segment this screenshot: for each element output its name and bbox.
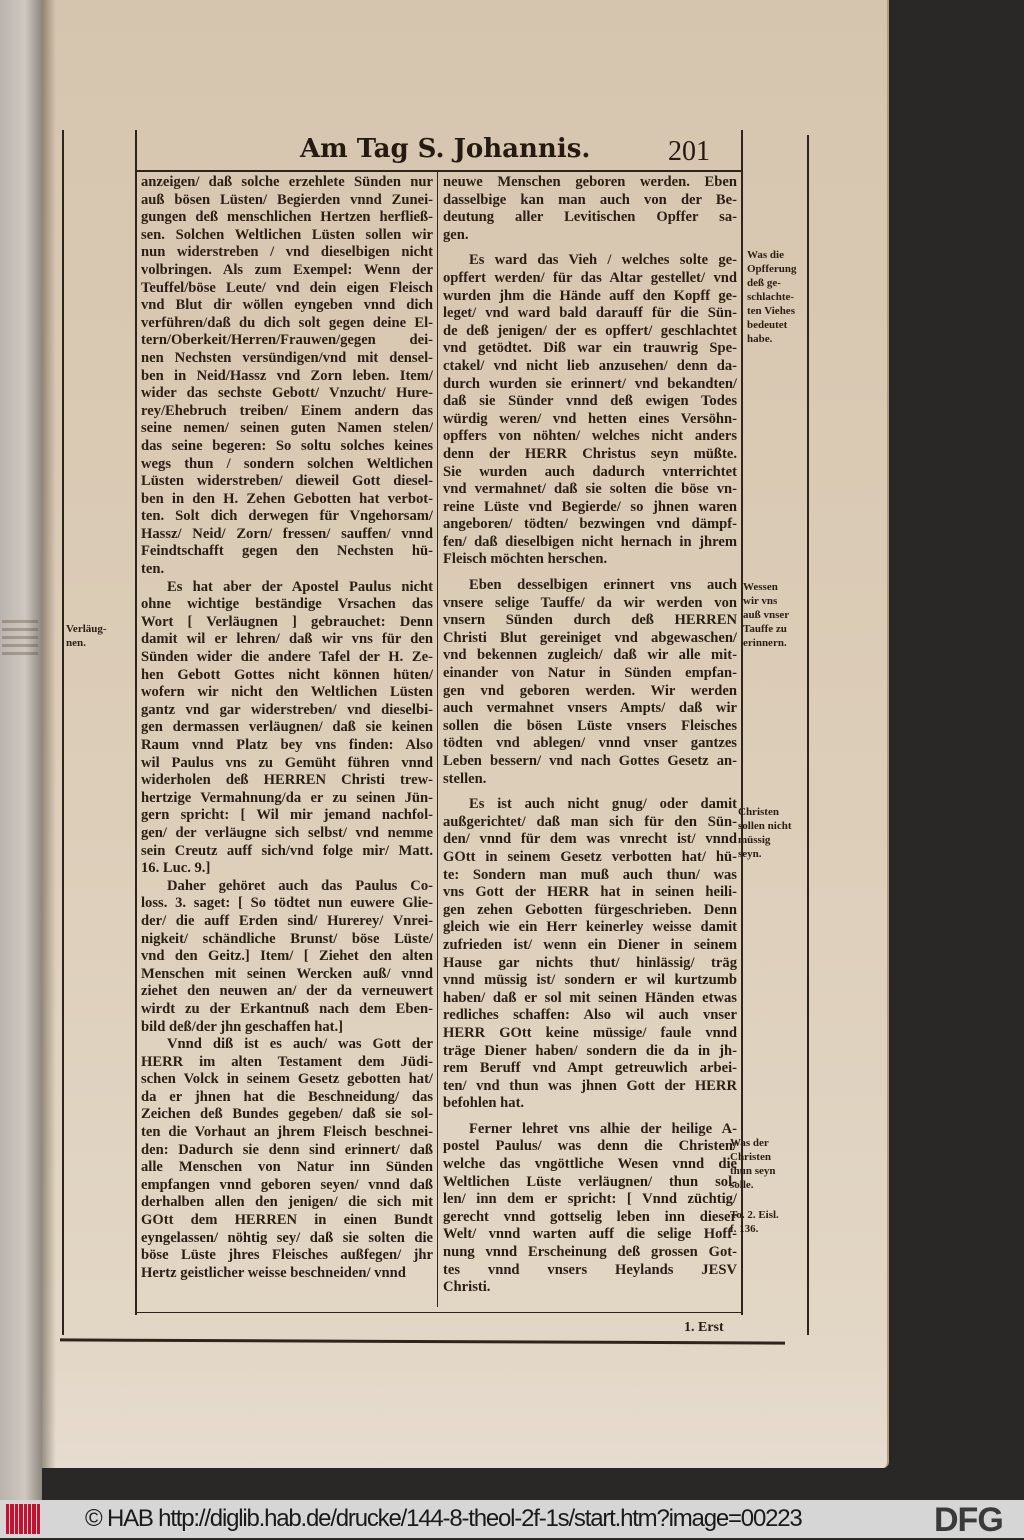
gutter-shadow [42, 0, 56, 1468]
text-line: te: Sondern man muß auch thun/ was [443, 866, 737, 883]
text-line: GOtt dem HERREN in einen Bundt [141, 1212, 433, 1229]
text-line: de deß jenigen/ der es opffert/ geschlachtet [443, 322, 737, 339]
margin-note-thun [730, 1136, 800, 1192]
text-line: Zeichen deß Bundes gegeben/ daß sie sol- [141, 1106, 433, 1123]
margin-note-reference [730, 1208, 800, 1236]
column-divider [437, 172, 438, 1307]
text-line: wegs thun / sondern solchen Weltlichen [141, 455, 433, 472]
text-line: ben in Neid/Hassz vnd Zorn leben. Item/ [141, 367, 433, 384]
text-line: hertzige Vermahnung/da er zu seinen Jün- [141, 789, 433, 806]
text-line: wider das sechste Gebott/ Vnzucht/ Hure- [141, 385, 433, 402]
text-line: leget/ vnd ward bald darauff für die Sün- [443, 305, 737, 322]
text-line: Hassz/ Neid/ Zorn/ fressen/ sauffen/ vnnd [141, 525, 433, 542]
text-line: widerholen deß HERREN Christi trew- [141, 772, 433, 789]
text-line: seine nemen/ seinen guten Namen stelen/ [141, 420, 433, 437]
text-line: ten. [141, 561, 165, 578]
text-line: das seine begeren: So soltu solches keines [141, 437, 433, 454]
copyright-url[interactable]: © HAB http://diglib.hab.de/drucke/144-8-theol-2f-1s/start.htm?image=00223 [85, 1505, 802, 1532]
margin-note-line: wir vns [743, 595, 778, 607]
text-line: Vnnd diß ist es auch/ was Gott der [167, 1036, 433, 1053]
text-line: derhalben allen den jenigen/ die sich mit [141, 1194, 433, 1211]
previous-page-edge [0, 0, 42, 1500]
text-line: auß bösen Lüsten/ Begierden vnnd Zunei- [141, 191, 433, 208]
paragraph [443, 252, 737, 569]
text-line: ctakel/ vnd nicht lieb anzusehen/ denn da- [443, 357, 737, 374]
text-line: haben/ daß er sol mit seinen Händen etwas [443, 989, 737, 1006]
paragraph [141, 174, 433, 579]
text-line: nung vnnd Erscheinung deß grossen Got- [443, 1244, 737, 1261]
margin-note-line: seyn. [738, 848, 762, 860]
text-line: tes vnnd vnsers Heylands JESV [443, 1261, 737, 1278]
text-line: auch vermahnet vnsers Ampts/ daß wir [443, 700, 737, 717]
text-line: HERR im alten Testament dem Jüdi- [141, 1053, 433, 1070]
text-line: Wort [ Verläugnen ] gebrauchet: Denn [141, 613, 433, 630]
text-line: empfangen vnnd geboren seyen/ vnnd daß [141, 1176, 433, 1193]
text-line: Weltlichen Lüste verläugnen/ thun sol- [443, 1173, 737, 1190]
text-line: len/ inn dem er spricht: [ Vnnd züchtig/ [443, 1191, 737, 1208]
text-line: gungen deß menschlichen Hertzen herfließ- [141, 209, 433, 226]
text-line: denn der HERR Christus seyn müßte. [443, 445, 737, 462]
text-line: neuwe Menschen geboren werden. Eben [443, 174, 737, 190]
frame-left-inner [135, 130, 137, 1315]
text-line: ben in den H. Zehen Gebotten hat verbot- [141, 490, 433, 507]
text-line: Leben bessern/ vnd nach Gottes Gesetz an- [443, 753, 737, 769]
text-line: sollen die bösen Lüste vnsers Fleisches [443, 717, 737, 734]
text-line: sein Creutz auff sich/vnd folge mir/ Matt. [141, 842, 433, 859]
text-line: da er jhnen hat die Beschneidung/ das [141, 1088, 433, 1105]
text-line: postel Paulus/ was denn die Christen/ [443, 1138, 737, 1155]
text-line: stellen. [443, 770, 487, 787]
text-line: Daher gehöret auch das Paulus Co- [167, 877, 433, 894]
text-line: wofern wir nicht den Weltlichen Lüsten [141, 684, 433, 701]
text-line: einander von Natur in Sünden empfan- [443, 665, 737, 682]
text-line: durch wurden sie erinnert/ vnd bekandten/ [443, 375, 737, 392]
text-line: Ferner lehret vns alhie der heilige A- [469, 1120, 737, 1137]
running-head: Am Tag S. Johannis. [300, 134, 591, 164]
margin-note-line: Christen [738, 806, 779, 818]
margin-note-tauffe [743, 580, 805, 650]
text-line: Raum vnnd Platz bey vns finden: Also [141, 737, 433, 753]
text-line: gen. [443, 226, 469, 243]
margin-note-line: solle. [730, 1179, 754, 1191]
paragraph [141, 878, 433, 1036]
margin-note-line: Wessen [743, 581, 778, 593]
text-line: schen Volck in seinem Gesetz gebotten hat/ [141, 1071, 433, 1088]
paragraph [141, 579, 433, 878]
text-line: vnsere selige Tauffe/ da wir werden von [443, 594, 737, 611]
text-line: wurden jhm die Hände auff den Kopff ge- [443, 287, 737, 304]
text-line: gen/ der verläugne sich selbst/ vnd nemme [141, 824, 433, 841]
text-line: Fleisch möchten herschen. [443, 551, 608, 568]
right-text-column [443, 174, 737, 1297]
text-line: bild deß/der jhn geschaffen hat.] [141, 1018, 344, 1035]
margin-note-line: erinnern. [743, 637, 787, 649]
dfg-logo: DFG [934, 1501, 1003, 1539]
text-line: vnsern Sünden durch deß HERREN [443, 612, 737, 629]
margin-note-line: f. 136. [730, 1223, 759, 1235]
text-line: sen. Solchen Weltlichen Lüsten sollen wir [141, 226, 433, 243]
text-line: damit wil er lehren/ daß wir vns für den [141, 631, 433, 648]
bottom-rule [135, 1312, 742, 1313]
text-line: Lüsten widerstreben/ dieweil Gott diesel- [141, 473, 433, 490]
margin-note-line: Was die [747, 249, 784, 261]
margin-note-line: To. 2. Eisl. [730, 1209, 779, 1221]
paragraph [443, 1121, 737, 1297]
text-line: opffert werden/ für das Altar gestellet/ vnd [443, 269, 737, 286]
text-line: Eben desselbigen erinnert vns auch [469, 577, 737, 594]
text-line: den/ vnnd für dem was vnrecht ist/ vnnd [443, 831, 737, 848]
text-line: nun widerstreben / vnd dieselbigen nicht [141, 244, 433, 261]
text-line: welche das vngöttliche Wesen vnnd die [443, 1156, 737, 1173]
text-line: daß sie Sünder vnnd deß ewigen Todes [443, 393, 737, 410]
margin-note-line: müssig [738, 834, 771, 846]
text-line: Es hat aber der Apostel Paulus nicht [167, 578, 433, 595]
text-line: reine Lüste vnd Begierde/ so jhnen waren [443, 498, 737, 515]
text-line: gleich wie ein Herr keinerley weisse damit [443, 919, 737, 936]
text-line: Es ist auch nicht gnug/ oder damit [469, 796, 737, 813]
text-line: loss. 3. saget: [ So tödtet nun euwere Glie- [141, 895, 433, 912]
text-line: gen dermassen verläugnen/ daß sie keinen [141, 719, 433, 736]
text-line: anzeigen/ daß solche erzehlete Sünden nur [141, 174, 433, 190]
text-line: Hertz geistlicher weisse beschneiden/ vnnd [141, 1264, 406, 1281]
text-line: Sie wurden auch dadurch vnterrichtet [443, 463, 737, 480]
text-line: Menschen mit seinen Wercken auß/ vnnd [141, 965, 433, 982]
paragraph [443, 577, 737, 788]
text-line: verführen/daß du dich solt gegen deine El- [141, 314, 433, 331]
margin-note-line: nen. [66, 637, 86, 649]
text-line: rey/Ehebruch treiben/ Einem andern das [141, 402, 433, 419]
text-line: tern/Oberkeit/Herren/Frauwen/gegen dei- [141, 332, 433, 349]
text-line: gantz vnd gar widerstreben/ vnd dieselbi- [141, 701, 433, 718]
text-line: der/ die auff Erden sind/ Hurerey/ Vnrei- [141, 912, 433, 929]
margin-note-line: Christen [730, 1151, 771, 1163]
text-line: nigkeit/ schändliche Brunst/ böse Lüste/ [141, 930, 433, 947]
text-line: deutung aller Levitischen Opffer sa- [443, 209, 737, 226]
text-line: GOtt in seinem Gesetz verbotten hat/ hü- [443, 848, 737, 865]
text-line: 16. Luc. 9.] [141, 860, 211, 877]
text-line: hen Gebott Gottes nicht können hüten/ [141, 666, 433, 683]
paragraph [141, 1036, 433, 1282]
text-line: dasselbige kan man auch von der Be- [443, 191, 737, 208]
text-line: ohne wichtige beständige Vrsachen das [141, 596, 433, 613]
text-line: Christi Blut gereiniget vnd abgewaschen/ [443, 629, 737, 646]
text-line: vns Gott der HERR hat in seinen heili- [443, 884, 737, 901]
text-line: zufrieden ist/ wenn ein Diener in seinem [443, 936, 737, 953]
text-line: ten/ vnd thun was jhnen Gott der HERR [443, 1077, 737, 1094]
header-rule [135, 170, 742, 172]
text-line: tödten vnd ablegen/ vnnd vnser gantzes [443, 735, 737, 752]
text-line: redliches schaffen: Also wil auch vnser [443, 1007, 737, 1024]
margin-note-line: ten Viehes [747, 305, 795, 317]
text-line: vnd bekennen zugleich/ daß wir alle mit- [443, 647, 737, 664]
text-line: rem Beruff vnd Ampt getreuwlich arbei- [443, 1060, 737, 1077]
margin-note-line: Was der [730, 1137, 769, 1149]
text-line: gerecht vnnd gottselig leben inn dieser [443, 1208, 737, 1225]
margin-note-line: thun seyn [730, 1165, 776, 1177]
paragraph [443, 174, 737, 244]
margin-note-line: Tauffe zu [743, 623, 787, 635]
text-line: ziehet den neuwen an/ der da verneuwert [141, 983, 433, 1000]
text-line: fen/ daß dieselbigen nicht hernach in jhrem [443, 533, 737, 550]
text-line: wirdt zu der Erkantnuß nach dem Eben- [141, 1000, 433, 1017]
text-line: böse Lüste jhres Fleisches außfegen/ jhr [141, 1247, 433, 1264]
text-line: Teuffel/böse Leute/ vnd dein eigen Fleisch [141, 279, 433, 296]
text-line: Sünden wider die andere Tafel der H. Ze- [141, 649, 433, 666]
page-number: 201 [668, 136, 710, 167]
text-line: vnd getödtet. Diß war ein trauwrig Spe- [443, 340, 737, 357]
margin-note-verlaeugnen [66, 622, 132, 650]
text-line: vnnd müssig ist/ sondern er wil kurtzumb [443, 972, 737, 989]
text-line: volbringen. Als zum Exempel: Wenn der [141, 261, 433, 278]
text-line: vnd vermahnet/ daß sie solten die böse vn- [443, 481, 737, 498]
text-line: gern spricht: [ Wil mir jemand nachfol- [141, 807, 433, 824]
text-line: ten. Solt dich derwegen für Vngehorsam/ [141, 508, 433, 525]
margin-note-line: auß vnser [743, 609, 790, 621]
text-line: wil Paulus vns zu Gemüht führen vnnd [141, 754, 433, 771]
text-line: außgerichtet/ daß man sich für den Sün- [443, 813, 737, 830]
left-text-column [141, 174, 433, 1282]
frame-left-outer [62, 130, 64, 1335]
text-line: den: Dadurch sie denn sind erinnert/ daß [141, 1141, 433, 1158]
margin-note-opfferung [747, 248, 809, 346]
margin-note-line: Verläug- [66, 623, 107, 635]
text-line: vnd den Geitz.] Item/ [ Ziehet den alten [141, 948, 433, 965]
text-line: Welt/ vnnd warten auff die selige Hoff- [443, 1226, 737, 1243]
text-line: alle Menschen von Natur inn Sünden [141, 1159, 433, 1176]
text-line: Hause gar nichts thut/ hinlässig/ träg [443, 954, 737, 971]
text-line: vnd Blut dir wöllen eyngeben vnnd dich [141, 297, 433, 314]
text-line: Christi. [443, 1279, 491, 1296]
margin-note-line: Opfferung [747, 263, 797, 275]
paragraph [443, 796, 737, 1113]
text-line: gen vnd geboren werden. Wir werden [443, 682, 737, 699]
footer-bar [0, 1500, 1024, 1538]
catchword: 1. Erst [684, 1320, 724, 1335]
text-line: befohlen hat. [443, 1095, 525, 1112]
previous-page-text [2, 620, 38, 660]
text-line: träge Diener haben/ sondern die da in jh- [443, 1042, 737, 1059]
text-line: ten die Vorhaut an jhrem Fleisch beschnei- [141, 1124, 433, 1141]
text-line: würdig weren/ vnd hetten eines Versöhn- [443, 410, 737, 427]
text-line: nen Nechsten versündigen/vnd mit densel- [141, 349, 433, 366]
margin-note-line: deß ge- [747, 277, 781, 289]
margin-note-line: sollen nicht [738, 820, 792, 832]
margin-note-line: schlachte- [747, 291, 795, 303]
text-line: Feindtschafft gegen den Nechsten hü- [141, 543, 433, 560]
text-line: gen zehen Gebotten fürgeschrieben. Denn [443, 901, 737, 918]
margin-note-line: habe. [747, 333, 773, 345]
text-line: eyngelassen/ nöhtig sey/ daß sie solten die [141, 1229, 433, 1246]
hab-logo-icon [6, 1504, 40, 1534]
margin-note-line: bedeutet [747, 319, 788, 331]
text-line: angeboren/ tödten/ bezwingen vnd dämpf- [443, 516, 737, 533]
text-line: opffers von nöhten/ welches nicht anders [443, 428, 737, 445]
margin-note-christen [738, 805, 806, 861]
text-line: HERR GOtt keine müssige/ faule vnnd [443, 1024, 737, 1041]
text-line: Es ward das Vieh / welches solte ge- [469, 252, 737, 269]
